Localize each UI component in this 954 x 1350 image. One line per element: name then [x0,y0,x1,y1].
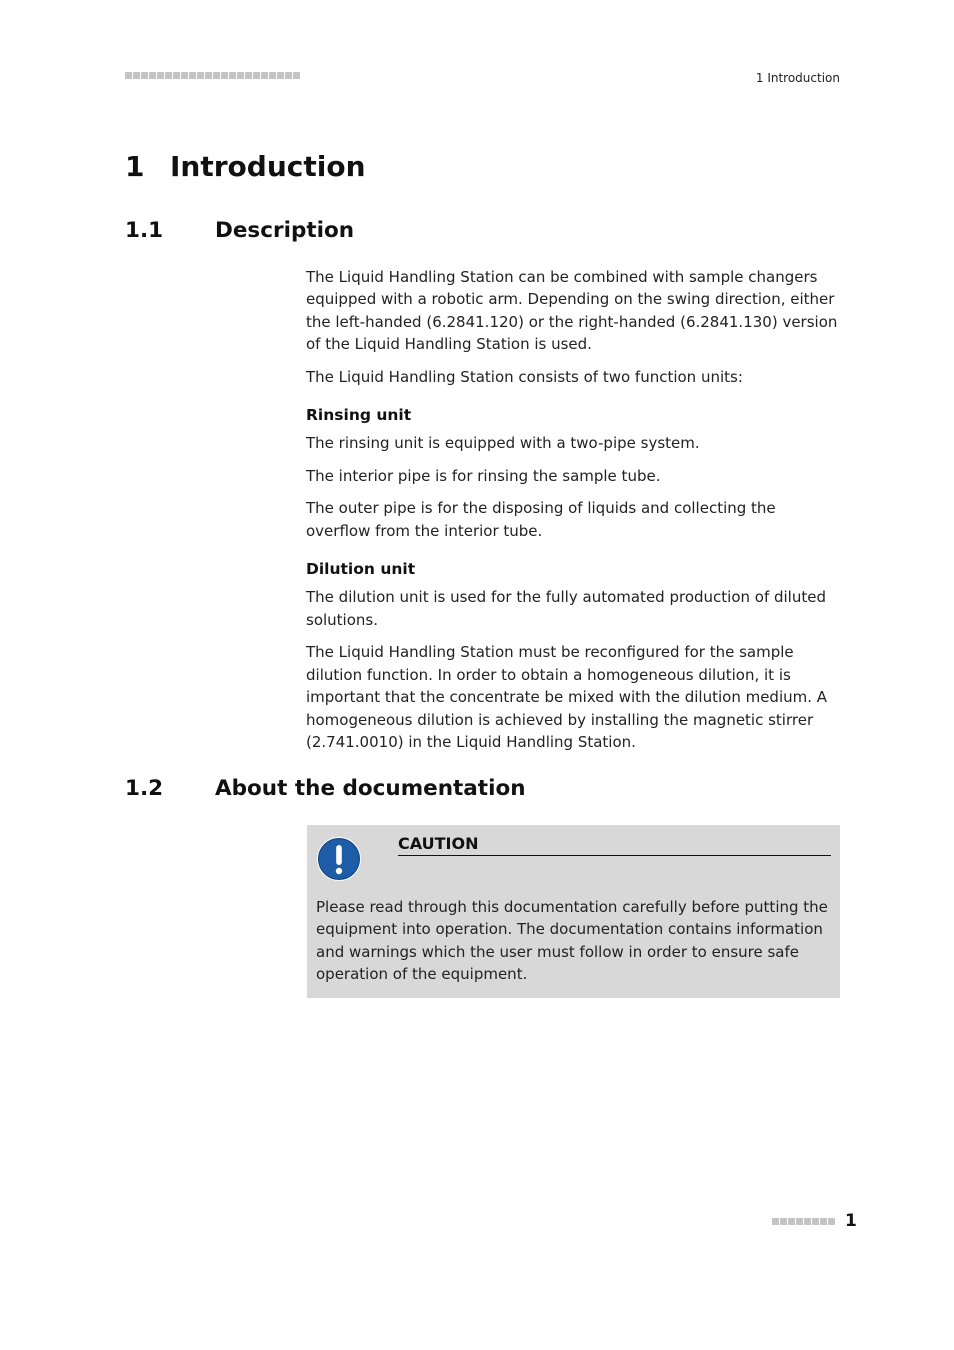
section-heading-documentation [125,776,526,801]
subheading-dilution-unit: Dilution unit [306,560,416,579]
paragraph: The Liquid Handling Station must be reconfigured for the sample dilution function. In order to obtain a homogeneous dilution, it is important that the concentrate be mixed with the dilution medium. A homogeneous dilution is achieved by installing the magnetic stirrer (2.741.0010) in the Liquid Handling Station. [306,643,828,751]
running-header: 1 Introduction [755,71,840,85]
paragraph: The interior pipe is for rinsing the sample tube. [306,466,661,485]
caution-title: CAUTION [398,834,831,856]
paragraph: The Liquid Handling Station can be combined with sample changers equipped with a robotic arm. Depending on the swing direction, either the left-handed (6.2841.120) or the right-handed (6.2841.130) version of the Liquid Handling Station is used. [306,268,838,354]
section-heading-description [125,218,354,243]
chapter-number: 1 [125,150,145,183]
description-body [306,266,844,763]
paragraph: The dilution unit is used for the fully automated production of diluted solutions. [306,588,826,629]
paragraph: The rinsing unit is equipped with a two-pipe system. [306,434,700,453]
subheading-rinsing-unit: Rinsing unit [306,406,412,425]
paragraph: The Liquid Handling Station consists of two function units: [306,367,743,386]
page-number: 1 [845,1211,857,1231]
section-title: Description [215,218,355,243]
paragraph: The outer pipe is for the disposing of liquids and collecting the overflow from the interior tube. [306,499,776,540]
section-number: 1.1 [125,218,164,243]
caution-text: Please read through this documentation carefully before putting the equipment into operation. The documentation contains information and warnings which the user must follow in order to ensure safe operation of the equipment. [316,898,828,984]
chapter-heading [125,150,366,183]
caution-box [307,825,840,998]
header-decoration [125,72,300,79]
section-title: About the documentation [215,776,526,801]
exclamation-icon [316,836,362,882]
footer-decoration [772,1218,835,1225]
chapter-title: Introduction [170,150,366,183]
section-number: 1.2 [125,776,164,801]
